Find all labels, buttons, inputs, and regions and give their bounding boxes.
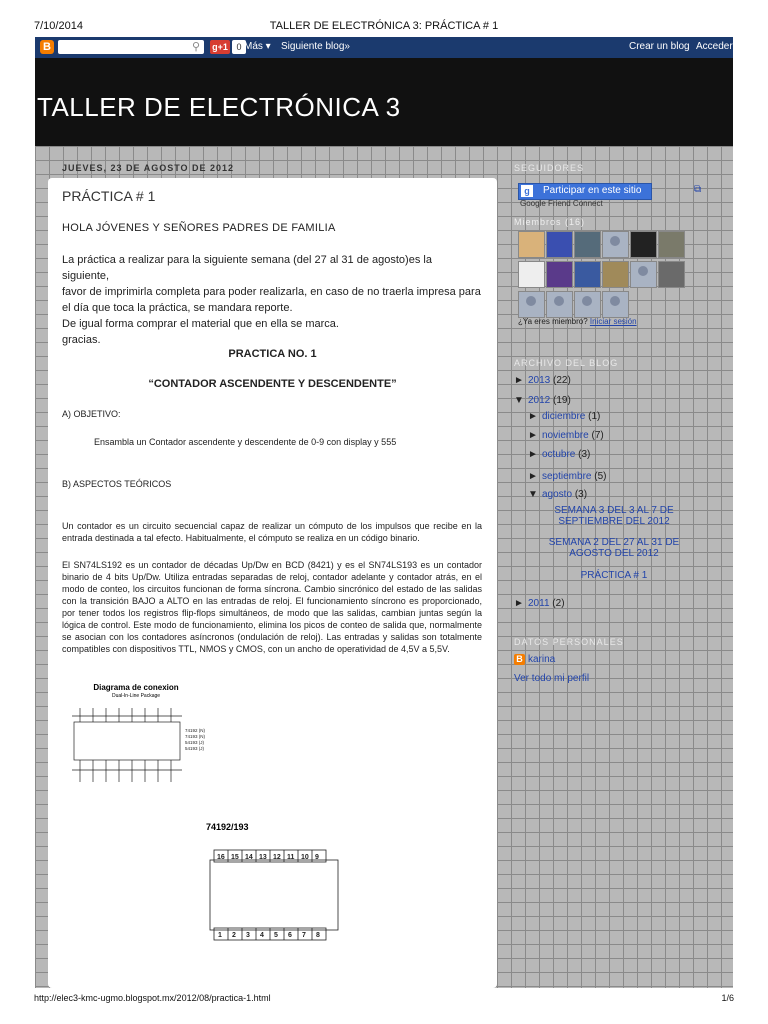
svg-text:12: 12 bbox=[273, 854, 281, 861]
svg-text:3: 3 bbox=[246, 932, 250, 939]
triangle-right-icon[interactable]: ► bbox=[528, 430, 538, 441]
avatar[interactable] bbox=[518, 291, 545, 318]
archive-item-2012[interactable] bbox=[514, 395, 571, 406]
avatar[interactable] bbox=[630, 261, 657, 288]
svg-text:2: 2 bbox=[232, 932, 236, 939]
pinout-diagram-svg bbox=[198, 820, 350, 958]
svg-text:11: 11 bbox=[287, 854, 295, 861]
avatar[interactable] bbox=[658, 231, 685, 258]
intro-line: La práctica a realizar para la siguiente semana (del 27 al 31 de agosto)es la siguiente, bbox=[62, 254, 432, 282]
archive-count: (7) bbox=[591, 430, 604, 441]
archive-month[interactable]: octubre bbox=[542, 449, 576, 460]
sign-in-link[interactable]: Acceder bbox=[696, 41, 733, 52]
avatar[interactable] bbox=[546, 261, 573, 288]
archive-post-link[interactable]: SEMANA 2 DEL 27 AL 31 DE AGOSTO DEL 2012 bbox=[548, 537, 680, 559]
archive-year[interactable]: 2011 bbox=[528, 598, 550, 609]
join-site-label: Participar en este sitio bbox=[543, 185, 642, 196]
blogger-navbar bbox=[35, 37, 733, 58]
gplus-count: 0 bbox=[232, 40, 246, 54]
post-intro bbox=[62, 252, 482, 348]
blog-header bbox=[35, 58, 733, 146]
post-title[interactable]: PRÁCTICA # 1 bbox=[62, 188, 156, 204]
theory-paragraph-2: El SN74LS192 es un contador de décadas Up/Dw en BCD (8421) y es el SN74LS193 es un contador binario de 4 bits Up/Dw. Utiliza entradas separadas de reloj, contador adelante y contador atrás, en el modo de conteo, los circuitos funcionan de forma síncrona. Cambio sincrónico del estado de las salidas con la transición BAJO a ALTO en las entradas de reloj. El funcionamiento síncrono es proporcionado, por tener todos los registros flip-flops simultáneos, de modo que las salidas, cambian juntas según la lógica de control. Este modo de funcionamiento, elimina los picos de conteo de salida que, normalmente se asocian con los contadores asíncronos (ondulación de reloj). Las entradas y salidas son totalmente compatibles con dispositivos TTL, NMOS y CMOS, con un ancho de operatividad de 4,5V a 5,5V. bbox=[62, 560, 482, 654]
archive-item-diciembre[interactable] bbox=[528, 411, 600, 422]
blogger-profile-icon: B bbox=[514, 654, 525, 665]
archive-item-noviembre[interactable] bbox=[528, 430, 604, 441]
diagram2-title: 74192/193 bbox=[206, 822, 249, 832]
avatar[interactable] bbox=[546, 291, 573, 318]
archive-post-link[interactable]: SEMANA 3 DEL 3 AL 7 DE SEPTIEMBRE DEL 2012 bbox=[554, 505, 674, 527]
followers-heading: SEGUIDORES bbox=[514, 163, 585, 173]
connection-diagram-image bbox=[64, 682, 208, 804]
svg-text:7: 7 bbox=[302, 932, 306, 939]
post-greeting: HOLA JÓVENES Y SEÑORES PADRES DE FAMILIA bbox=[62, 222, 336, 234]
archive-month[interactable]: diciembre bbox=[542, 411, 586, 422]
triangle-right-icon[interactable]: ► bbox=[514, 375, 524, 386]
avatar[interactable] bbox=[574, 261, 601, 288]
diagram1-subtitle: Dual-In-Line Package bbox=[111, 693, 161, 699]
print-date: 7/10/2014 bbox=[34, 20, 83, 32]
create-blog-link[interactable]: Crear un blog bbox=[629, 41, 690, 52]
archive-month[interactable]: septiembre bbox=[542, 471, 592, 482]
members-heading: Miembros (16) bbox=[514, 217, 586, 227]
triangle-right-icon[interactable]: ► bbox=[528, 449, 538, 460]
triangle-right-icon[interactable]: ► bbox=[528, 411, 538, 422]
svg-text:6: 6 bbox=[288, 932, 292, 939]
avatar[interactable] bbox=[658, 261, 685, 288]
archive-item-agosto[interactable] bbox=[528, 489, 587, 500]
archive-post-link-current[interactable]: PRÁCTICA # 1 bbox=[580, 570, 648, 581]
print-header bbox=[0, 0, 768, 36]
archive-count: (1) bbox=[588, 411, 601, 422]
archive-item-2011[interactable] bbox=[514, 598, 565, 609]
svg-text:9: 9 bbox=[315, 854, 319, 861]
theory-paragraph-1: Un contador es un circuito secuencial capaz de realizar un cómputo de los impulsos que recibe en la entrada destinada a tal efecto. Habitualmente, el cómputo se realiza en un código binario. bbox=[62, 521, 482, 543]
avatar[interactable] bbox=[546, 231, 573, 258]
view-profile-link[interactable]: Ver todo mi perfil bbox=[514, 673, 590, 684]
aspects-label: B) ASPECTOS TEÓRICOS bbox=[62, 479, 172, 489]
connection-diagram-svg bbox=[64, 682, 208, 804]
more-menu[interactable]: Más ▾ bbox=[244, 41, 271, 52]
next-blog-link[interactable]: Siguiente blog» bbox=[281, 41, 350, 52]
svg-text:4: 4 bbox=[260, 932, 264, 939]
avatar[interactable] bbox=[602, 291, 629, 318]
avatar[interactable] bbox=[630, 231, 657, 258]
diagram1-part: 74193 (N) bbox=[185, 734, 206, 739]
objective-label: A) OBJETIVO: bbox=[62, 409, 121, 419]
diagram1-part: 74192 (N) bbox=[185, 728, 206, 733]
practice-heading: PRACTICA NO. 1 bbox=[228, 348, 317, 360]
avatar[interactable] bbox=[574, 291, 601, 318]
avatar[interactable] bbox=[574, 231, 601, 258]
page-number: 1/6 bbox=[721, 993, 734, 1003]
profile-name-link[interactable] bbox=[514, 654, 555, 665]
archive-item-octubre[interactable] bbox=[528, 449, 590, 460]
member-question-text: ¿Ya eres miembro? bbox=[518, 317, 588, 326]
profile-heading: DATOS PERSONALES bbox=[514, 637, 624, 647]
diagram1-part: 54193 (J) bbox=[185, 740, 205, 745]
svg-text:15: 15 bbox=[231, 854, 239, 861]
avatar[interactable] bbox=[518, 261, 545, 288]
google-icon: g bbox=[521, 185, 533, 197]
practice-subheading: “CONTADOR ASCENDENTE Y DESCENDENTE” bbox=[148, 378, 397, 390]
archive-count: (3) bbox=[578, 449, 591, 460]
search-input[interactable] bbox=[58, 40, 204, 54]
intro-line: gracias. bbox=[62, 334, 101, 346]
archive-item-septiembre[interactable] bbox=[528, 471, 606, 482]
diagram1-title: Diagrama de conexion bbox=[93, 683, 179, 692]
svg-text:13: 13 bbox=[259, 854, 267, 861]
archive-item-2013[interactable] bbox=[514, 375, 571, 386]
date-header: JUEVES, 23 DE AGOSTO DE 2012 bbox=[62, 163, 235, 173]
member-question bbox=[518, 317, 637, 326]
expand-icon[interactable]: ⧉ bbox=[694, 184, 702, 195]
gfc-label: Google Friend Connect bbox=[520, 199, 603, 208]
intro-line: el día que toca la práctica, se mandara reporte. bbox=[62, 302, 293, 314]
member-signin-link[interactable]: Iniciar sesión bbox=[589, 317, 637, 326]
svg-text:1: 1 bbox=[218, 932, 222, 939]
triangle-right-icon[interactable]: ► bbox=[528, 471, 538, 482]
archive-count: (22) bbox=[553, 375, 571, 386]
blogger-icon[interactable]: B bbox=[40, 40, 54, 54]
triangle-down-icon[interactable]: ▼ bbox=[514, 395, 524, 406]
blog-title[interactable]: TALLER DE ELECTRÓNICA 3 bbox=[37, 92, 401, 122]
triangle-down-icon[interactable]: ▼ bbox=[528, 489, 538, 500]
archive-count: (3) bbox=[574, 489, 588, 500]
avatar[interactable] bbox=[518, 231, 545, 258]
objective-text: Ensambla un Contador ascendente y descendente de 0-9 con display y 555 bbox=[94, 437, 397, 447]
archive-count: (5) bbox=[594, 471, 607, 482]
pinout-diagram-image bbox=[198, 820, 350, 958]
archive-count: (19) bbox=[553, 395, 571, 406]
svg-text:5: 5 bbox=[274, 932, 278, 939]
triangle-right-icon[interactable]: ► bbox=[514, 598, 524, 609]
diagram1-part: 54193 (J) bbox=[185, 746, 205, 751]
svg-text:14: 14 bbox=[245, 854, 253, 861]
intro-line: De igual forma comprar el material que en ella se marca. bbox=[62, 318, 339, 330]
page-url: http://elec3-kmc-ugmo.blogspot.mx/2012/08/practica-1.html bbox=[34, 993, 271, 1003]
archive-count: (2) bbox=[552, 598, 565, 609]
svg-text:8: 8 bbox=[316, 932, 320, 939]
profile-name[interactable]: karina bbox=[528, 654, 556, 666]
search-icon[interactable]: ⚲ bbox=[191, 41, 200, 53]
gplus-button[interactable]: g+1 bbox=[210, 40, 230, 54]
archive-year[interactable]: 2013 bbox=[528, 375, 551, 386]
svg-text:16: 16 bbox=[217, 854, 225, 861]
avatar[interactable] bbox=[602, 231, 629, 258]
archive-month[interactable]: agosto bbox=[542, 489, 573, 500]
print-title: TALLER DE ELECTRÓNICA 3: PRÁCTICA # 1 bbox=[269, 20, 499, 32]
archive-month[interactable]: noviembre bbox=[542, 430, 589, 441]
intro-line: favor de imprimirla completa para poder realizarla, en caso de no traerla impresa para bbox=[62, 286, 481, 298]
avatar[interactable] bbox=[602, 261, 629, 288]
svg-text:10: 10 bbox=[301, 854, 309, 861]
archive-heading: ARCHIVO DEL BLOG bbox=[514, 358, 619, 368]
join-site-button[interactable] bbox=[518, 183, 652, 200]
archive-year[interactable]: 2012 bbox=[528, 395, 551, 406]
